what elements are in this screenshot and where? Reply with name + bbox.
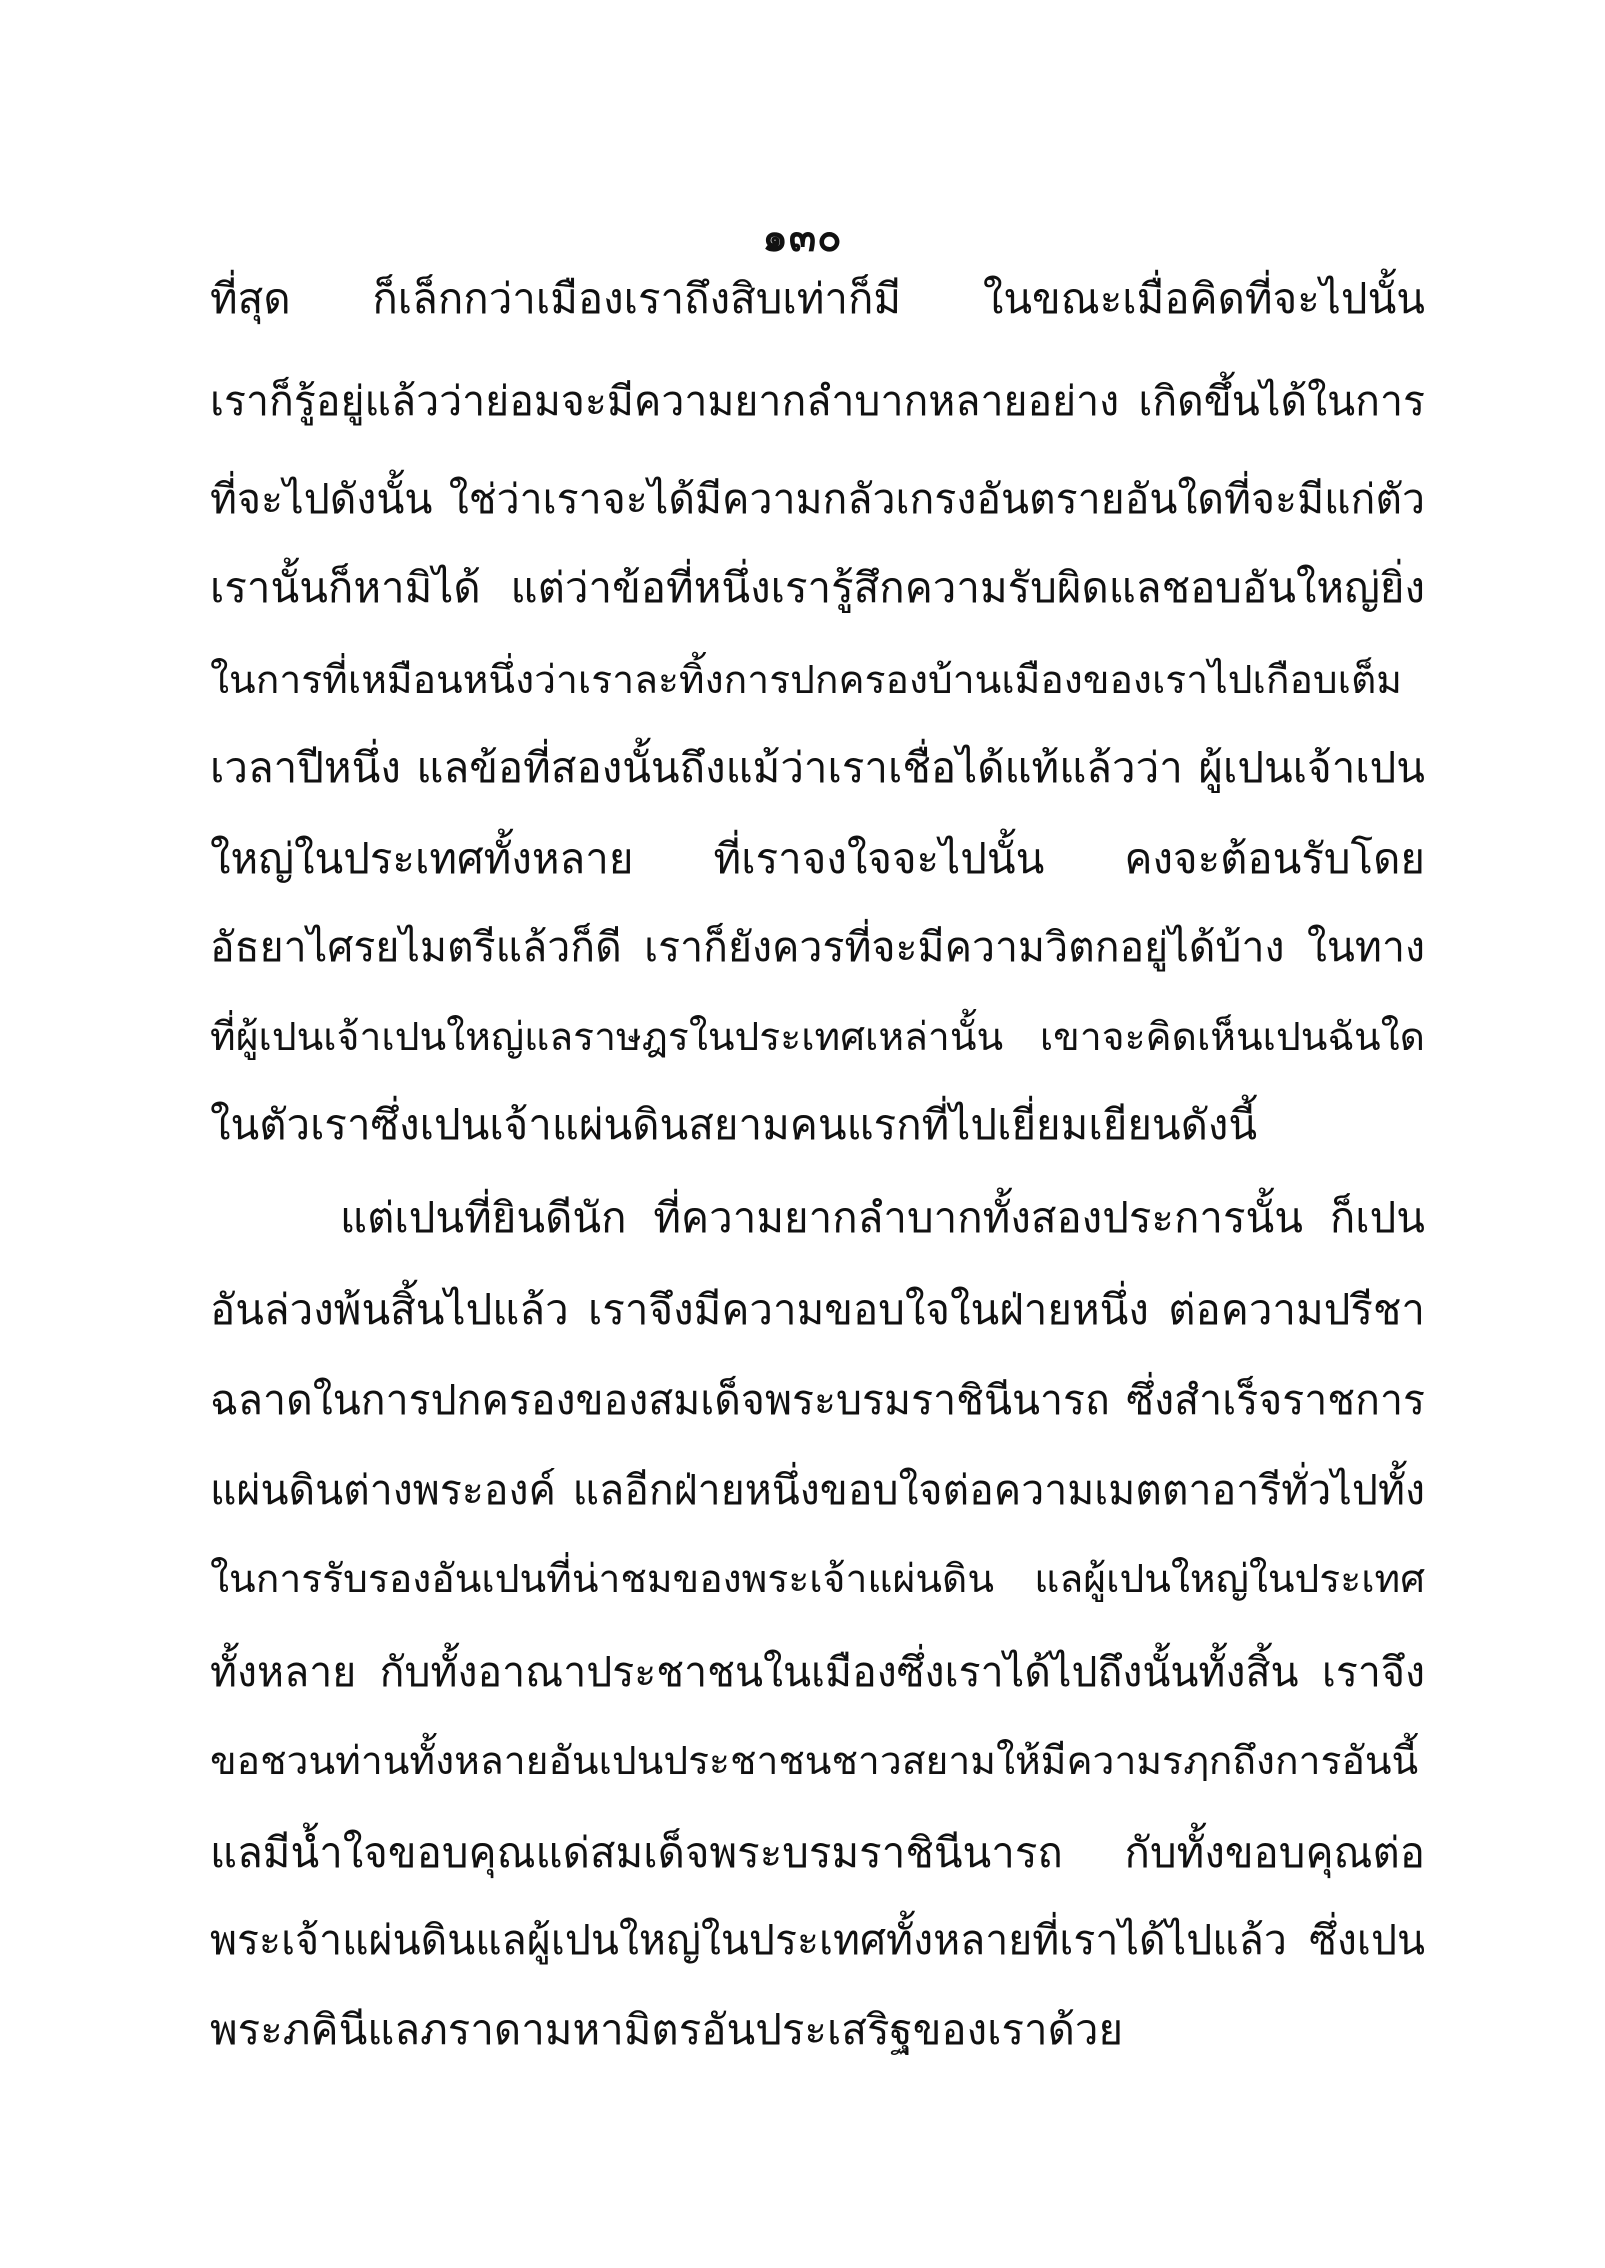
text-line: แต่เปนที่ยินดีนัก ที่ความยากลำบากทั้งสองประการนั้น ก็เปน (340, 1193, 1425, 1242)
text-line: เรานั้นก็หามิได้ แต่ว่าข้อที่หนึ่งเรารู้สึกความรับผิดแลชอบอันใหญ่ยิ่ง (210, 563, 1425, 612)
text-line: ที่จะไปดังนั้น ใช่ว่าเราจะได้มีความกลัวเกรงอันตรายอันใดที่จะมีแก่ตัว (210, 475, 1425, 523)
text-line: ในการรับรองอันเปนที่น่าชมของพระเจ้าแผ่นดิน แลผู้เปนใหญ่ในประเทศ (210, 1557, 1425, 1602)
text-line: ที่ผู้เปนเจ้าเปนใหญ่แลราษฎรในประเทศเหล่านั้น เขาจะคิดเห็นเปนฉันใด (210, 1015, 1425, 1060)
text-line: ทั้งหลาย กับทั้งอาณาประชาชนในเมืองซึ่งเราได้ไปถึงนั้นทั้งสิ้น เราจึง (210, 1648, 1425, 1696)
text-line: ในตัวเราซึ่งเปนเจ้าแผ่นดินสยามคนแรกที่ไปเยี่ยมเยียนดังนี้ (210, 1100, 1258, 1149)
text-line: อัธยาไศรยไมตรีแล้วก็ดี เราก็ยังควรที่จะมีความวิตกอยู่ได้บ้าง ในทาง (210, 923, 1425, 971)
text-line: พระเจ้าแผ่นดินแลผู้เปนใหญ่ในประเทศทั้งหลายที่เราได้ไปแล้ว ซึ่งเปน (210, 1916, 1425, 1964)
text-line: ในการที่เหมือนหนึ่งว่าเราละทิ้งการปกครองบ้านเมืองของเราไปเกือบเต็ม (210, 658, 1402, 703)
text-line: พระภคินีแลภราดามหามิตรอันประเสริฐของเราด้วย (210, 2005, 1124, 2054)
page-number: ๑๓๐ (762, 215, 843, 261)
text-line: แผ่นดินต่างพระองค์ แลอีกฝ่ายหนึ่งขอบใจต่อความเมตตาอารีทั่วไปทั้ง (210, 1466, 1425, 1514)
text-line: ใหญ่ในประเทศทั้งหลาย ที่เราจงใจจะไปนั้น คงจะต้อนรับโดย (210, 834, 1425, 883)
text-line: แลมีน้ำใจขอบคุณแด่สมเด็จพระบรมราชินีนารถ กับทั้งขอบคุณต่อ (210, 1828, 1425, 1877)
text-line: ที่สุด ก็เล็กกว่าเมืองเราถึงสิบเท่าก็มี ในขณะเมื่อคิดที่จะไปนั้น (210, 274, 1425, 323)
text-line: ขอชวนท่านทั้งหลายอันเปนประชาชนชาวสยามให้มีความรฦกถึงการอันนี้ (210, 1739, 1419, 1784)
text-line: เวลาปีหนึ่ง แลข้อที่สองนั้นถึงแม้ว่าเราเชื่อได้แท้แล้วว่า ผู้เปนเจ้าเปน (210, 743, 1425, 792)
text-line: ฉลาดในการปกครองของสมเด็จพระบรมราชินีนารถ ซึ่งสำเร็จราชการ (210, 1376, 1425, 1424)
text-line: เราก็รู้อยู่แล้วว่าย่อมจะมีความยากลำบากหลายอย่าง เกิดขึ้นได้ในการ (210, 377, 1425, 425)
text-line: อันล่วงพ้นสิ้นไปแล้ว เราจึงมีความขอบใจในฝ่ายหนึ่ง ต่อความปรีชา (210, 1285, 1425, 1334)
